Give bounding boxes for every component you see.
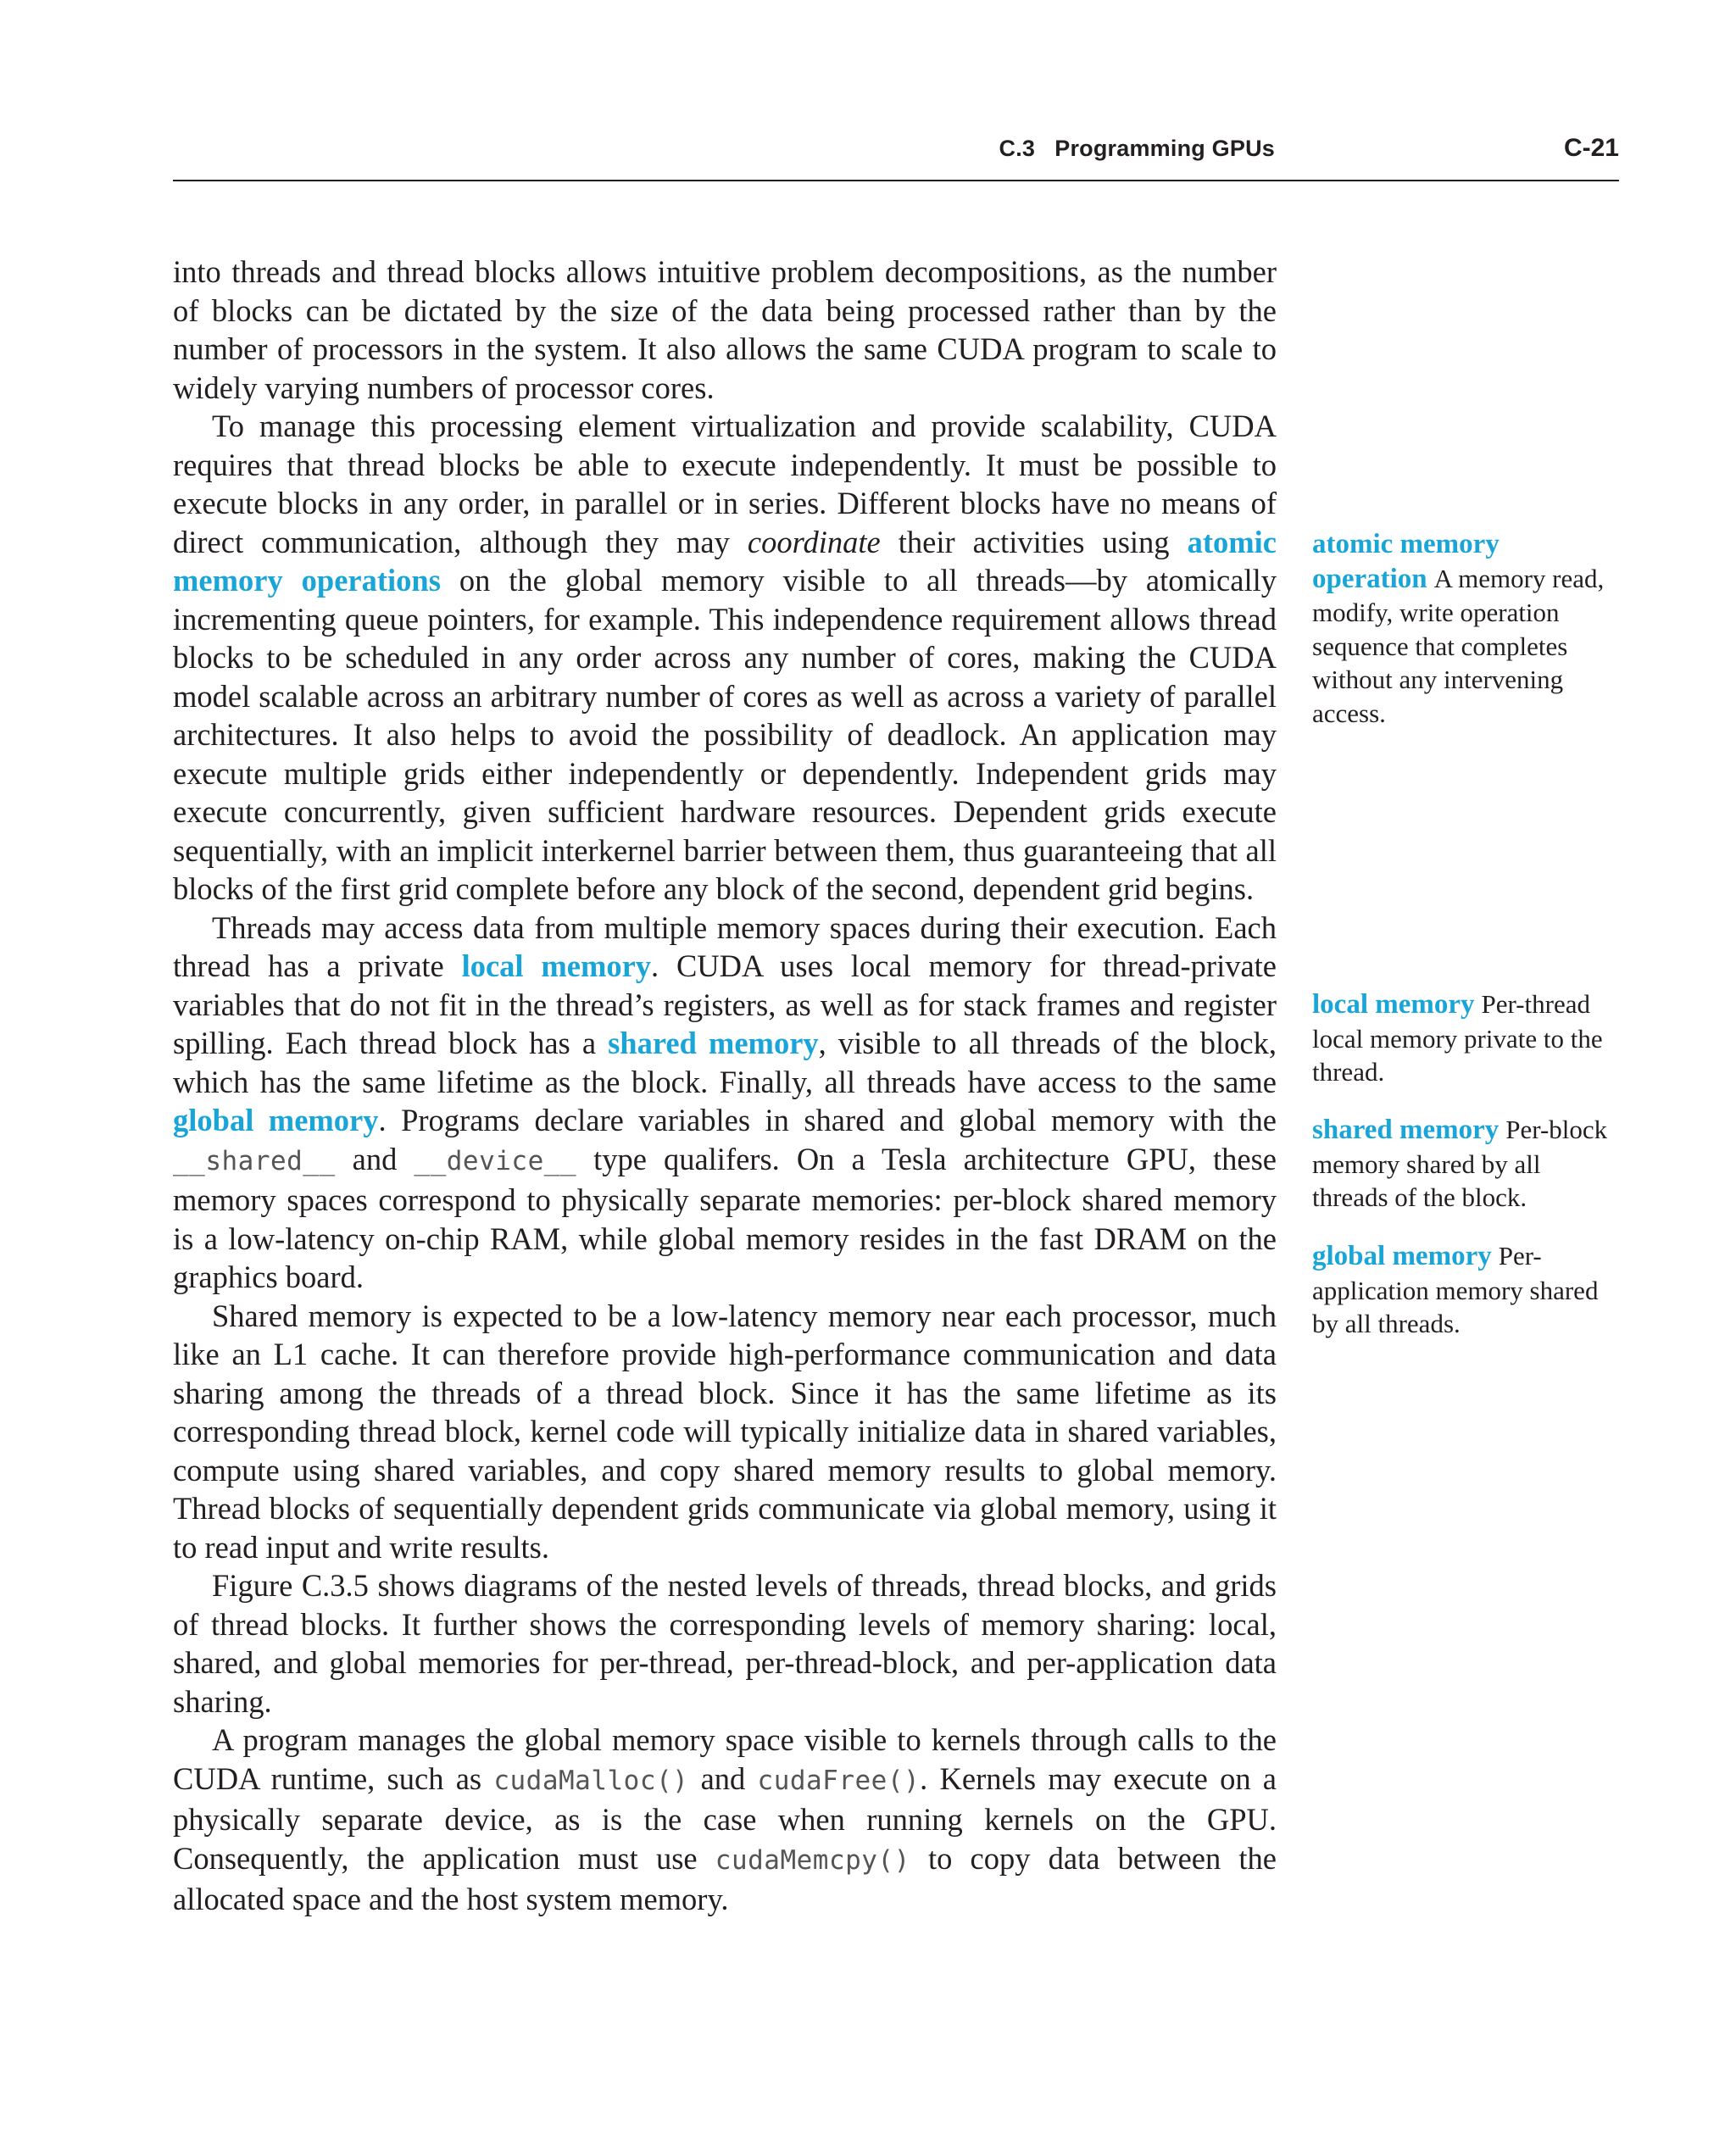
paragraph-3: Threads may access data from multiple memory spaces during their execution. Each thread has a private local memory. CUDA uses local memory for thread-private variables that do not fit in the thread’s registers, as well as for stack frames and register spilling. Each thread block has a shared memory, visible to all threads of the block, which has the same lifetime as the block. Finally, all threads have access to the same global memory. Programs declare variables in shared and global memory with the __shared__ and __device__ type qualifers. On a Tesla architecture GPU, these memory spaces correspond to physically separate memories: per-block shared memory is a low-latency on-chip RAM, while global memory resides in the fast DRAM on the graphics board. (173, 909, 1277, 1294)
paragraph-6: A program manages the global memory space visible to kernels through calls to the CUDA runtime, such as cudaMalloc() and cudaFree(). Kernels may execute on a physically separate device, as is the case when running kernels on the GPU. Consequently, the application must use cudaMemcpy() to copy data between the allocated space and the host system memory. (173, 1722, 1277, 1916)
code-cudafree: cudaFree() (757, 1765, 921, 1796)
key-term-shared-memory: shared memory (608, 1026, 819, 1060)
key-term-global-memory: global memory (173, 1103, 379, 1137)
margin-note-local-memory (1312, 987, 1619, 1089)
margin-definition: A memory read, modify, write operation sequence that completes without any intervening access. (1312, 563, 1605, 728)
code-device-qualifier: __device__ (414, 1145, 577, 1176)
page-number: C-21 (1563, 134, 1619, 162)
emphasis-coordinate: coordinate (747, 524, 881, 559)
code-cudamalloc: cudaMalloc() (493, 1765, 689, 1796)
paragraph-2: To manage this processing element virtualization and provide scalability, CUDA requires that thread blocks be able to execute independently. It must be possible to execute blocks in any order, in parallel or in series. Different blocks have no means of direct communication, although they may coordinate their activities using atomic memory operations on the global memory visible to all threads—by atomically incrementing queue pointers, for example. This independence requirement allows thread blocks to be scheduled in any order across any number of cores, making the CUDA model scalable across an arbitrary number of cores as well as across a variety of parallel architectures. It also helps to avoid the possibility of deadlock. An application may execute multiple grids either independently or dependently. Independent grids may execute concurrently, given sufficient hardware resources. Dependent grids execute sequentially, with an implicit interkernel barrier between them, thus guaranteeing that all blocks of the first grid complete before any block of the second, dependent grid begins. (173, 409, 1277, 906)
paragraph-5: Figure C.3.5 shows diagrams of the nested levels of threads, thread blocks, and grids of thread blocks. It further shows the corresponding levels of memory sharing: local, shared, and global memories for per-thread, per-thread-block, and per-application data sharing. (173, 1568, 1277, 1719)
margin-definition: Per-block memory shared by all threads of the block. (1312, 1115, 1608, 1212)
margin-note-atomic-memory-operation (1312, 527, 1619, 730)
main-text-column (173, 253, 1277, 1919)
margin-note-shared-memory (1312, 1113, 1619, 1215)
header-rule (173, 180, 1619, 181)
paragraph-1: into threads and thread blocks allows intuitive problem decompositions, as the number of blocks can be dictated by the size of the data being processed rather than by the number of processors in the system. It also allows the same CUDA program to scale to widely varying numbers of processor cores. (173, 254, 1277, 405)
key-term-atomic-memory-operations: atomic memory operations (173, 524, 1277, 598)
margin-definition: Per-application memory shared by all threads. (1312, 1241, 1599, 1338)
section-title: C.3 Programming GPUs (999, 136, 1275, 161)
code-shared-qualifier: __shared__ (173, 1145, 336, 1176)
margin-term: atomic memory operation (1312, 529, 1500, 594)
key-term-local-memory: local memory (461, 948, 652, 983)
margin-note-global-memory (1312, 1239, 1619, 1341)
paragraph-4: Shared memory is expected to be a low-latency memory near each processor, much like an L1 cache. It can therefore provide high-performance communication and data sharing among the threads of a thread block. Since it has the same lifetime as its corresponding thread block, kernel code will typically initialize data in shared variables, compute using shared variables, and copy shared memory results to global memory. Thread blocks of sequentially dependent grids communicate via global memory, using it to read input and write results. (173, 1298, 1277, 1565)
margin-term: global memory (1312, 1241, 1492, 1271)
margin-term: shared memory (1312, 1115, 1500, 1145)
margin-term: local memory (1312, 989, 1475, 1020)
code-cudamemcpy: cudaMemcpy() (715, 1844, 910, 1876)
running-head (173, 129, 1619, 178)
margin-definition: Per-thread local memory private to the thread. (1312, 989, 1603, 1087)
